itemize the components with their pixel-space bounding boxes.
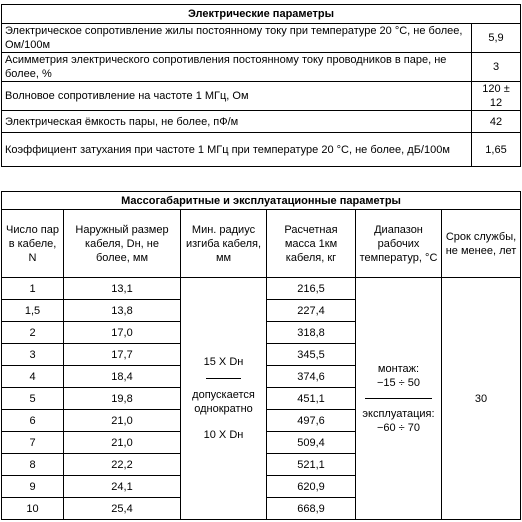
bend-divider — [206, 378, 241, 379]
electrical-section-title: Электрические параметры — [2, 5, 521, 24]
cell-outer-size: 22,2 — [64, 454, 181, 476]
cell-mass: 216,5 — [267, 278, 356, 300]
cell-pairs: 9 — [2, 476, 64, 498]
header-bend-radius: Мин. радиус изгиба кабеля, мм — [181, 210, 267, 278]
cell-outer-size: 21,0 — [64, 432, 181, 454]
cell-outer-size: 13,8 — [64, 300, 181, 322]
column-header-row — [2, 210, 521, 278]
cell-pairs: 7 — [2, 432, 64, 454]
cell-pairs: 1,5 — [2, 300, 64, 322]
cell-mass: 227,4 — [267, 300, 356, 322]
table-row — [2, 82, 521, 111]
cell-mass: 374,6 — [267, 366, 356, 388]
param-label: Коэффициент затухания при частоте 1 МГц при температуре 20 °С, не более, дБ/100м — [2, 133, 472, 167]
cell-mass: 318,8 — [267, 322, 356, 344]
cell-outer-size: 24,1 — [64, 476, 181, 498]
cell-outer-size: 25,4 — [64, 498, 181, 520]
cell-pairs: 6 — [2, 410, 64, 432]
param-label: Асимметрия электрического сопротивления постоянному току проводников в паре, не более, % — [2, 53, 472, 82]
cell-outer-size: 17,7 — [64, 344, 181, 366]
param-value: 1,65 — [472, 133, 521, 167]
param-value: 3 — [472, 53, 521, 82]
table-row — [2, 133, 521, 167]
temperature-cell — [356, 278, 442, 520]
temp-exploit-label: эксплуатация: — [362, 408, 435, 420]
cell-mass: 451,1 — [267, 388, 356, 410]
header-mass: Расчетная масса 1км кабеля, кг — [267, 210, 356, 278]
header-pairs: Число пар в кабеле, N — [2, 210, 64, 278]
param-label: Электрическая ёмкость пары, не более, пФ/м — [2, 111, 472, 133]
electrical-parameters-table — [1, 4, 521, 167]
cell-pairs: 4 — [2, 366, 64, 388]
mass-section-header — [2, 192, 521, 210]
header-temperature: Диапазон рабочих температур, °С — [356, 210, 442, 278]
header-service-life: Срок службы, не менее, лет — [442, 210, 521, 278]
cell-outer-size: 17,0 — [64, 322, 181, 344]
param-value: 120 ± 12 — [472, 82, 521, 111]
table-row — [2, 24, 521, 53]
param-value: 42 — [472, 111, 521, 133]
cell-mass: 345,5 — [267, 344, 356, 366]
cell-pairs: 10 — [2, 498, 64, 520]
cell-pairs: 1 — [2, 278, 64, 300]
cell-outer-size: 21,0 — [64, 410, 181, 432]
cell-outer-size: 18,4 — [64, 366, 181, 388]
header-outer-size: Наружный размер кабеля, Dн, не более, мм — [64, 210, 181, 278]
table-row — [2, 53, 521, 82]
cell-outer-size: 13,1 — [64, 278, 181, 300]
table-row — [2, 278, 521, 300]
cell-mass: 497,6 — [267, 410, 356, 432]
param-label: Волновое сопротивление на частоте 1 МГц, Ом — [2, 82, 472, 111]
mass-parameters-table — [1, 191, 521, 520]
temp-divider — [365, 398, 432, 399]
bend-normal: 15 Х Dн — [203, 356, 244, 368]
electrical-section-header — [2, 5, 521, 24]
mass-section-title: Массогабаритные и эксплуатационные параметры — [2, 192, 521, 210]
temp-exploit-value: −60 ÷ 70 — [376, 422, 421, 434]
table-row — [2, 111, 521, 133]
cell-mass: 521,1 — [267, 454, 356, 476]
bend-radius-cell — [181, 278, 267, 520]
temp-mount-label: монтаж: — [377, 363, 420, 375]
cell-pairs: 5 — [2, 388, 64, 410]
cell-pairs: 3 — [2, 344, 64, 366]
bend-once-label: допускается однократно — [192, 389, 255, 415]
cell-pairs: 2 — [2, 322, 64, 344]
service-life-cell: 30 — [442, 278, 521, 520]
cell-outer-size: 19,8 — [64, 388, 181, 410]
bend-once-value: 10 Х Dн — [203, 429, 244, 441]
temp-mount-value: −15 ÷ 50 — [376, 377, 421, 389]
cell-mass: 668,9 — [267, 498, 356, 520]
cell-mass: 509,4 — [267, 432, 356, 454]
cell-pairs: 8 — [2, 454, 64, 476]
cell-mass: 620,9 — [267, 476, 356, 498]
param-value: 5,9 — [472, 24, 521, 53]
param-label: Электрическое сопротивление жилы постоянному току при температуре 20 °С, не более, Ом/100м — [2, 24, 472, 53]
